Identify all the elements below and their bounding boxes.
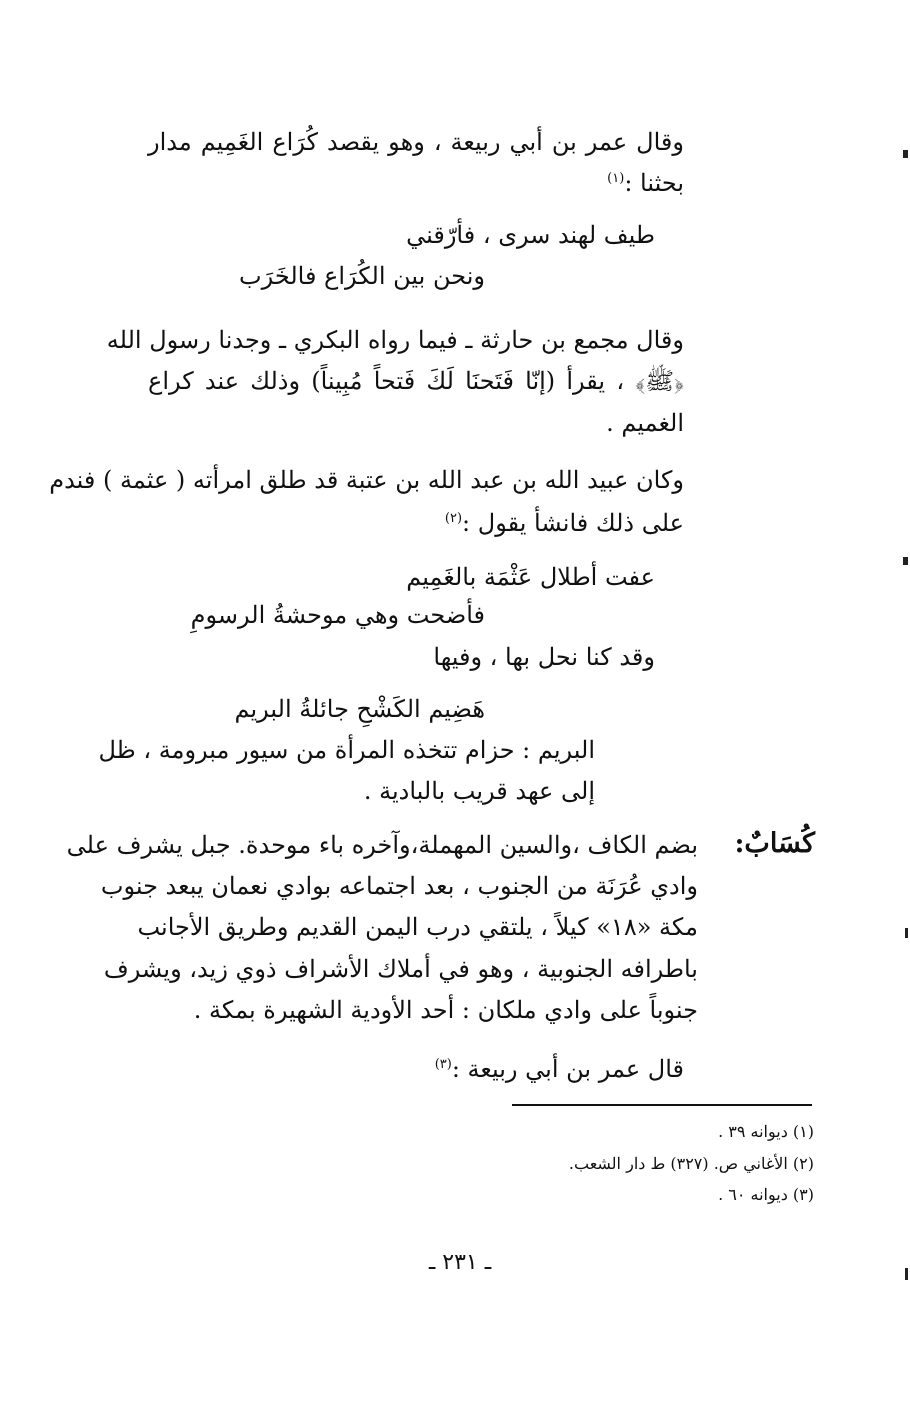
paragraph-4-line-1 (148, 1048, 684, 1086)
paragraph-2-line-1-text: وقال مجمع بن حارثة ـ فيما رواه البكري ـ وجدنا رسول الله (106, 326, 684, 354)
paragraph-1-line-2 (148, 162, 684, 200)
poem-2-verse-3 (340, 640, 655, 674)
entry-line-4-text: باطرافه الجنوبية ، وهو في أملاك الأشراف ذوي زيد، ويشرف (103, 955, 698, 983)
poem-2-verse-4 (175, 692, 485, 726)
entry-line-5 (148, 993, 698, 1027)
poem-2-verse-1-text: عفت أطلال عَثْمَة بالغَمِيم (406, 563, 655, 591)
paragraph-2-line-2-text: ﴿ﷺ﴾ ، يقرأ (إنّا فَتَحنَا لَكَ فَتحاً مُبِيناً) وذلك عند كراع (148, 367, 684, 395)
paragraph-2-line-3-text: الغميم . (606, 409, 684, 437)
entry-line-1-text: بضم الكاف ،والسين المهملة،وآخره باء موحدة. جبل يشرف على (66, 831, 698, 859)
paragraph-3-line-2-text: على ذلك فانشأ يقول : (462, 509, 684, 537)
paragraph-2-line-3 (148, 406, 684, 440)
paragraph-4-line-1-text: قال عمر بن أبي ربيعة : (451, 1055, 684, 1083)
footnote-ref-1: (١) (607, 171, 625, 186)
entry-line-4 (103, 952, 698, 986)
paragraph-2-line-2 (148, 364, 684, 398)
footnote-separator (512, 1104, 812, 1106)
poem-1-verse-2-text: ونحن بين الكُرَاع فالخَرَب (239, 262, 485, 290)
paragraph-2-line-1 (106, 323, 684, 357)
scan-edge-mark (905, 1268, 908, 1280)
poem-2-verse-2 (175, 598, 485, 632)
entry-headword (720, 826, 815, 862)
gloss-line-2-text: إلى عهد قريب بالبادية . (363, 777, 595, 805)
poem-2-verse-2-text: فأضحت وهي موحشةُ الرسومِ (190, 601, 485, 629)
footnote-1: (١) ديوانه ٣٩ . (718, 1122, 814, 1141)
entry-line-3 (137, 910, 698, 944)
poem-2-verse-3-text: وقد كنا نحل بها ، وفيها (433, 643, 655, 671)
paragraph-3-line-2 (148, 502, 684, 540)
page-number: ـ ٢٣١ ـ (428, 1250, 492, 1275)
poem-2-verse-4-text: هَضِيم الكَشْحِ جائلةُ البريم (234, 695, 485, 723)
entry-line-3-text: مكة «١٨» كيلاً ، يلتقي درب اليمن القديم وطريق الأجانب (137, 913, 698, 941)
gloss-line-1-text: البريم : حزام تتخذه المرأة من سيور مبرومة ، ظل (98, 736, 595, 764)
paragraph-1-line-1-text: وقال عمر بن أبي ربيعة ، وهو يقصد كُرَاع الغَمِيم مدار (148, 128, 684, 156)
gloss-line-2 (175, 774, 595, 808)
entry-line-2 (100, 869, 698, 903)
paragraph-3-line-1 (49, 463, 684, 497)
scan-edge-mark (903, 150, 908, 158)
poem-2-verse-1 (340, 560, 655, 594)
poem-1-verse-1 (340, 218, 655, 252)
footnote-ref-2: (٢) (444, 511, 463, 526)
paragraph-3-line-1-text: وكان عبيد الله بن عبد الله بن عتبة قد طلق امرأته ( عثمة ) فندم (49, 466, 684, 494)
entry-headword-text: كُسَابٌ: (734, 828, 815, 859)
footnote-3: (٣) ديوانه ٦٠ . (718, 1185, 814, 1204)
scan-edge-mark (905, 928, 908, 938)
footnote-ref-3: (٣) (434, 1057, 452, 1072)
entry-line-5-text: جنوباً على وادي ملكان : أحد الأودية الشهيرة بمكة . (193, 996, 698, 1024)
footnote-2: (٢) الأغاني ص. (٣٢٧) ط دار الشعب. (568, 1154, 814, 1173)
poem-1-verse-1-text: طيف لهند سرى ، فأرّقني (406, 221, 655, 249)
gloss-line-1 (98, 733, 595, 767)
entry-line-1 (66, 828, 698, 862)
paragraph-1-line-1 (148, 125, 684, 159)
scan-edge-mark (903, 557, 908, 565)
paragraph-1-line-2-text: بحثنا : (624, 169, 684, 197)
entry-line-2-text: وادي عُرَنَة من الجنوب ، بعد اجتماعه بوادي نعمان يبعد جنوب (100, 872, 698, 900)
poem-1-verse-2 (175, 259, 485, 293)
